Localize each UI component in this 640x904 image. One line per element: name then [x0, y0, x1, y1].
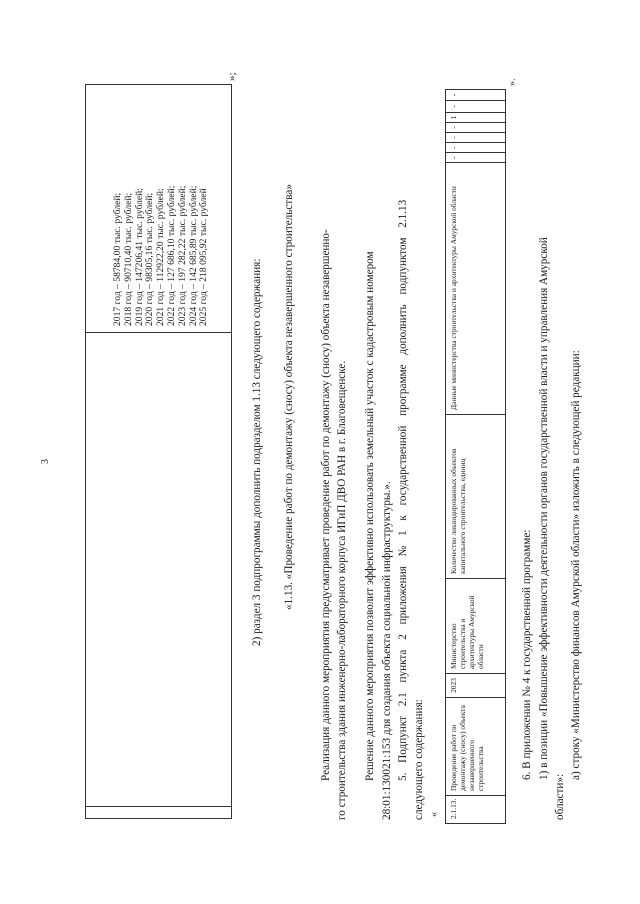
budget-year-line: 2018 год – 90710,40 тыс. рублей;: [122, 192, 134, 326]
paragraph-1-line-1: Реализация данного мероприятия предусматривает проведение работ по демонтажу (сносу) объекта незавершенно-: [320, 229, 332, 781]
data-source-cell: Данные министерства строительства и архитектуры Амурской области: [446, 162, 505, 414]
item-6-1-line-2: области»:: [554, 773, 566, 820]
value-cell: -: [446, 142, 505, 152]
page-number: 3: [40, 459, 51, 464]
value-cell: -: [446, 122, 505, 132]
row-number-cell: 2.1.13.: [446, 795, 505, 823]
item-6-1-line-1: 1) в позиции «Повышение эффективности деятельности органов государственной власти и управления Амурской: [538, 237, 550, 780]
table-end-mark: ».: [507, 78, 518, 86]
table-end-mark: »;: [226, 72, 238, 81]
table-divider: [86, 332, 231, 333]
table-divider: [86, 806, 231, 807]
budget-year-line: 2023 год – 197 282,22 тыс. рублей;: [176, 185, 188, 326]
budget-year-line: 2024 год – 142 685,89 тыс. рублей;: [187, 185, 199, 326]
budget-year-line: 2022 год – 127 686,10 тыс. рублей;: [165, 185, 177, 326]
item-5-line-1: 5. Подпункт 2.1 пункта 2 приложения № 1 к государственной программе дополнить подпунктом 2.1.13: [397, 199, 409, 781]
value-cell: -: [446, 152, 505, 162]
value-cell: -: [446, 100, 505, 112]
budget-years-list: [113, 186, 210, 326]
budget-year-line: 2019 год – 147206,41 тыс. рублей;: [133, 188, 145, 326]
value-cell: 1: [446, 112, 505, 122]
budget-year-line: 2025 год – 218 095,92 тыс. рублей: [198, 188, 210, 326]
value-cell: -: [446, 132, 505, 142]
table-open-quote: «: [429, 812, 440, 817]
indicator-table: [445, 89, 506, 824]
paragraph-1-line-2: го строительства здания инженерно-лабораторного корпуса ИГиП ДВО РАН в г. Благовещенске.: [336, 360, 348, 820]
paragraph-2-line-1: Решение данного мероприятия позволит эффективно использовать земельный участок с кадастровым номером: [364, 251, 376, 781]
executor-cell: Министерство строительства и архитектуры Амурской области: [446, 578, 505, 673]
year-cell: 2023: [446, 673, 505, 697]
item-6-text: 6. В приложении № 4 к государственной программе:: [521, 529, 533, 780]
budget-year-line: 2020 год – 98305,16 тыс. рублей;: [144, 192, 156, 326]
budget-year-line: 2021 год – 112922,20 тыс. рублей;: [155, 188, 167, 326]
section-heading: «1.13. «Проведение работ по демонтажу (сносу) объекта незавершенного строительства»: [283, 184, 295, 610]
paragraph-2-line-2: 28:01:130021:153 для создания объекта социальной инфраструктуры.».: [381, 481, 393, 820]
activity-name-cell: Проведение работ по демонтажу (сносу) объекта незавершенного строительства: [446, 697, 505, 795]
item-6-a-text: а) строку «Министерство финансов Амурской области» изложить в следующей редакции:: [570, 350, 582, 780]
value-cell: -: [449, 93, 458, 97]
item-5-line-2: следующего содержания:: [413, 699, 425, 820]
budget-table: [85, 84, 232, 819]
budget-year-line: 2017 год – 58784,00 тыс. рублей;: [112, 192, 123, 326]
indicator-cell: Количество ликвидированных объектов капитального строительства, единиц: [446, 414, 505, 578]
item-2-text: 2) раздел 3 подпрограммы дополнить подразделом 1.13 следующего содержания:: [251, 258, 263, 646]
